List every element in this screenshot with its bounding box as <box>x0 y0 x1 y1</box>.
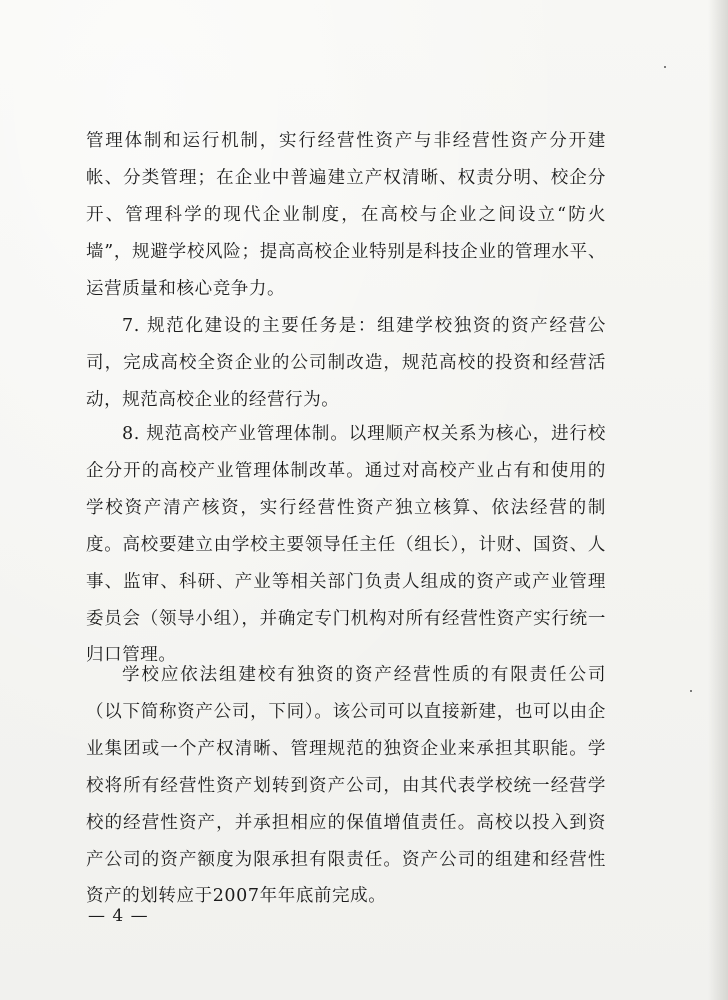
paragraph-3-block <box>86 416 606 674</box>
paragraph-3: 8. 规范高校产业管理体制。以理顺产权关系为核心，进行校企分开的高校产业管理体制改革。通过对高校产业占有和使用的学校资产清产核资，实行经营性资产独立核算、依法经营的制度。高校要建立由学校主要领导任主任（组长），计财、国资、人事、监审、科研、产业等相关部门负责人组成的资产或产业管理委员会（领导小组），并确定专门机构对所有经营性资产实行统一归口管理。 <box>86 424 606 666</box>
page-edge-shadow <box>708 0 728 1000</box>
paper-speck <box>690 690 692 692</box>
paragraph-4-block <box>86 657 606 915</box>
page-number: — 4 — <box>88 906 149 926</box>
paragraph-2-block <box>86 308 606 419</box>
paragraph-1: 管理体制和运行机制，实行经营性资产与非经营性资产分开建帐、分类管理；在企业中普遍建立产权清晰、权责分明、校企分开、管理科学的现代企业制度，在高校与企业之间设立“防火墙”，规避学校风险；提高高校企业特别是科技企业的管理水平、运营质量和核心竞争力。 <box>86 131 606 299</box>
paragraph-1-block <box>86 123 606 308</box>
paragraph-2: 7. 规范化建设的主要任务是：组建学校独资的资产经营公司，完成高校全资企业的公司制改造，规范高校的投资和经营活动，规范高校企业的经营行为。 <box>86 316 606 410</box>
paragraph-4: 学校应依法组建校有独资的资产经营性质的有限责任公司（以下简称资产公司，下同）。该公司可以直接新建，也可以由企业集团或一个产权清晰、管理规范的独资企业来承担其职能。学校将所有经营性资产划转到资产公司，由其代表学校统一经营学校的经营性资产，并承担相应的保值增值责任。高校以投入到资产公司的资产额度为限承担有限责任。资产公司的组建和经营性资产的划转应于2007年年底前完成。 <box>86 665 606 907</box>
paper-speck <box>664 66 666 68</box>
